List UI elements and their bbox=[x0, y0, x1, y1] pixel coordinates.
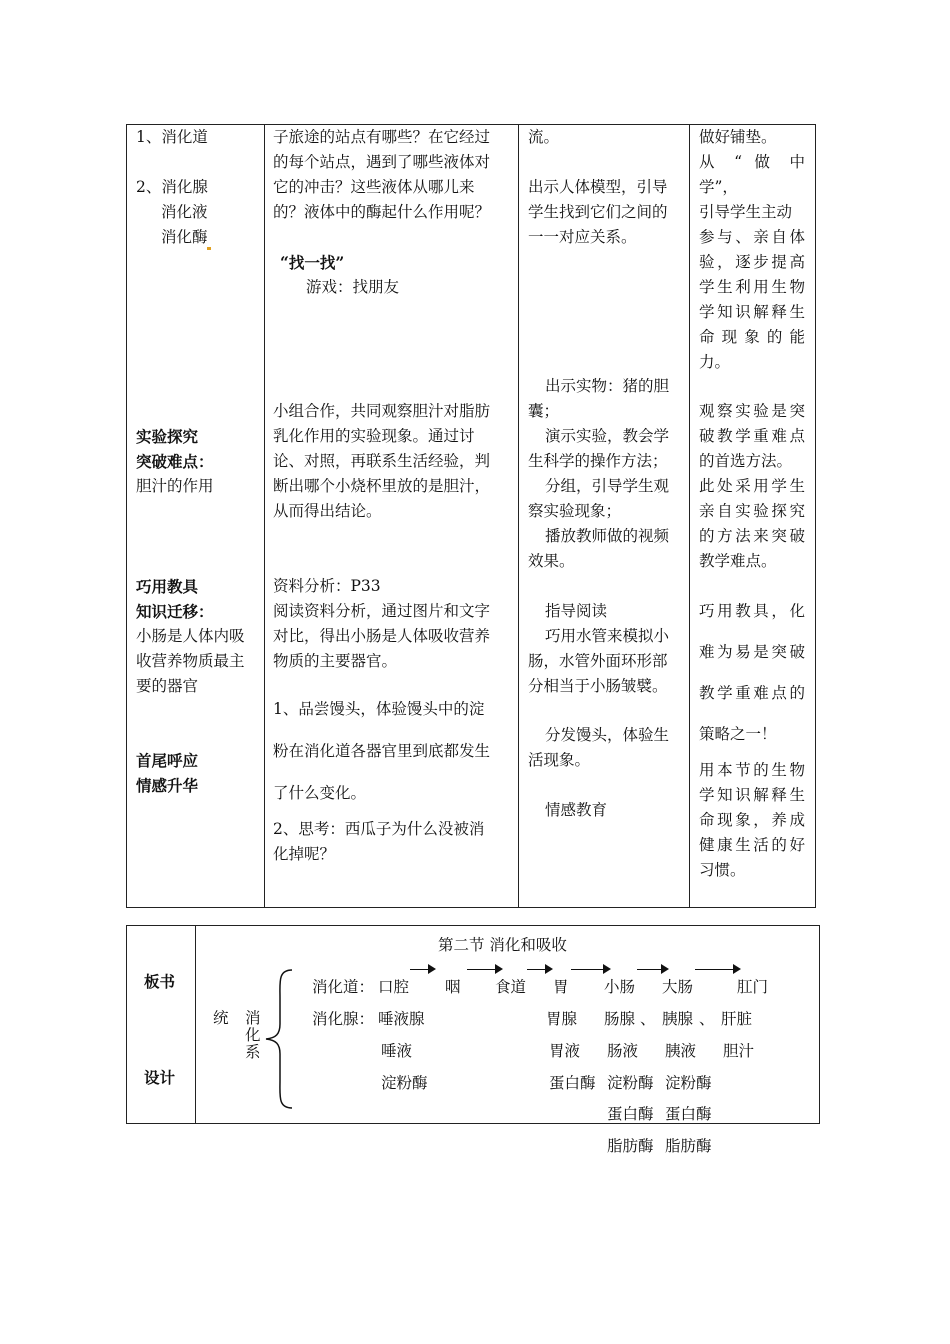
gland-separator: 、 bbox=[640, 1010, 656, 1028]
intent-2-line-4: 此处采用学生 bbox=[699, 477, 805, 495]
enzyme-protease-intestinal: 蛋白酶 bbox=[607, 1105, 654, 1123]
board-border-top bbox=[126, 925, 820, 926]
demo-line-1: 出示实物：猪的胆 bbox=[545, 377, 670, 395]
board-border-right bbox=[819, 925, 820, 1124]
intent-2-line-2: 破教学重难点 bbox=[699, 427, 805, 445]
enzyme-amylase-intestinal: 淀粉酶 bbox=[607, 1074, 654, 1092]
game-find-friends: 游戏：找朋友 bbox=[306, 278, 400, 296]
gland-label: 消化腺： bbox=[312, 1010, 375, 1028]
bile-function: 胆汁的作用 bbox=[136, 477, 214, 495]
intent-1-line-8: 学知识解释生 bbox=[699, 303, 805, 321]
topic-digestive-glands: 2、消化腺 bbox=[136, 178, 208, 196]
topic-digestive-juice: 消化液 bbox=[161, 203, 208, 221]
question-line-1: 子旅途的站点有哪些？在它经过 bbox=[273, 128, 491, 146]
model-line-3: 一一对应关系。 bbox=[528, 228, 637, 246]
intent-1-line-2: 从 “ 做 中 bbox=[699, 153, 805, 171]
group-work-line-1: 小组合作，共同观察胆汁对脂肪 bbox=[273, 402, 491, 420]
question-line-3: 它的冲击？这些液体从哪儿来 bbox=[273, 178, 475, 196]
arrow-icon bbox=[527, 969, 551, 970]
model-line-1: 出示人体模型，引导 bbox=[528, 178, 668, 196]
tract-esophagus: 食道 bbox=[495, 978, 527, 996]
arrow-icon bbox=[571, 969, 609, 970]
brace bbox=[262, 968, 296, 1110]
data-analysis-title: 资料分析：P33 bbox=[273, 577, 381, 595]
question-line-2: 的每个站点，遇到了哪些液体对 bbox=[273, 153, 491, 171]
emotion-education: 情感教育 bbox=[545, 801, 608, 819]
intent-3-line-3: 教学重难点的 bbox=[699, 684, 805, 702]
demo-line-5: 分组，引导学生观 bbox=[545, 477, 670, 495]
intent-4-line-1: 用本节的生物 bbox=[699, 761, 805, 779]
ending-echo-title: 首尾呼应 bbox=[136, 751, 199, 770]
data-analysis-line-3: 物质的主要器官。 bbox=[273, 652, 398, 670]
demo-line-8: 效果。 bbox=[528, 552, 575, 570]
gland-salivary: 唾液腺 bbox=[378, 1010, 425, 1028]
intent-2-line-6: 的方法来突破 bbox=[699, 527, 805, 545]
gland-separator: 、 bbox=[699, 1010, 715, 1028]
board-col-divider bbox=[195, 925, 196, 1124]
intent-1-line-3: 学”， bbox=[699, 178, 738, 196]
difficulty-title: 突破难点： bbox=[136, 452, 214, 471]
guide-line-1: 指导阅读 bbox=[545, 602, 608, 620]
small-intestine-text-1: 小肠是人体内吸 bbox=[136, 627, 245, 645]
topic-digestive-enzyme: 消化酶 bbox=[161, 225, 211, 250]
board-border-left bbox=[126, 925, 127, 1124]
tract-large-intestine: 大肠 bbox=[662, 978, 694, 996]
taste-line-3: 了什么变化。 bbox=[273, 784, 367, 802]
enzyme-protease-gastric: 蛋白酶 bbox=[549, 1074, 596, 1092]
intent-4-line-2: 学知识解释生 bbox=[699, 786, 805, 804]
enzyme-protease-pancreatic: 蛋白酶 bbox=[665, 1105, 712, 1123]
teacher-text-flow: 流。 bbox=[528, 128, 560, 146]
taste-line-2: 粉在消化道各器官里到底都发生 bbox=[273, 742, 491, 760]
table-col-divider bbox=[264, 124, 265, 908]
board-label-top: 板书 bbox=[144, 972, 176, 991]
intent-2-line-1: 观察实验是突 bbox=[699, 402, 805, 420]
demo-line-3: 演示实验，教会学 bbox=[545, 427, 670, 445]
gland-gastric: 胃腺 bbox=[546, 1010, 578, 1028]
table-col-divider bbox=[689, 124, 690, 908]
juice-bile: 胆汁 bbox=[723, 1042, 755, 1060]
intent-1-line-10: 力。 bbox=[699, 353, 731, 371]
table-border-right bbox=[815, 124, 816, 908]
intent-4-line-5: 习惯。 bbox=[699, 861, 746, 879]
data-analysis-line-2: 对比，得出小肠是人体吸收营养 bbox=[273, 627, 491, 645]
tract-mouth: 口腔 bbox=[378, 978, 410, 996]
juice-intestinal: 肠液 bbox=[607, 1042, 639, 1060]
steamed-bun-line-1: 分发馒头，体验生 bbox=[545, 726, 670, 744]
tract-label: 消化道： bbox=[312, 978, 375, 996]
demo-line-4: 生科学的操作方法； bbox=[528, 452, 668, 470]
system-char: 统 bbox=[213, 1009, 229, 1027]
table-col-divider bbox=[518, 124, 519, 908]
enzyme-lipase-intestinal: 脂肪酶 bbox=[607, 1137, 654, 1155]
demo-line-6: 察实验现象； bbox=[528, 502, 622, 520]
arrow-icon bbox=[637, 969, 667, 970]
teaching-aid-title: 巧用教具 bbox=[136, 577, 199, 596]
intent-1-line-4: 引导学生主动 bbox=[699, 203, 793, 221]
table-border-left bbox=[126, 124, 127, 908]
intent-1-line-5: 参与、亲自体 bbox=[699, 228, 805, 246]
guide-line-4: 分相当于小肠皱襞。 bbox=[528, 677, 668, 695]
knowledge-transfer-title: 知识迁移： bbox=[136, 602, 214, 621]
intent-4-line-3: 命现象，养成 bbox=[699, 811, 805, 829]
intent-4-line-4: 健康生活的好 bbox=[699, 836, 805, 854]
board-label-bottom: 设计 bbox=[144, 1068, 176, 1087]
board-border-bottom bbox=[126, 1123, 820, 1124]
table-border-bottom bbox=[126, 907, 816, 908]
intent-3-line-1: 巧用教具，化 bbox=[699, 602, 805, 620]
arrow-icon bbox=[467, 969, 501, 970]
small-intestine-text-3: 要的器官 bbox=[136, 677, 199, 695]
tract-anus: 肛门 bbox=[737, 978, 769, 996]
tract-pharynx: 咽 bbox=[445, 978, 461, 996]
intent-1-line-7: 学生利用生物 bbox=[699, 278, 805, 296]
enzyme-amylase-pancreatic: 淀粉酶 bbox=[665, 1074, 712, 1092]
group-work-line-4: 断出哪个小烧杯里放的是胆汁， bbox=[273, 477, 491, 495]
intent-2-line-5: 亲自实验探究 bbox=[699, 502, 805, 520]
find-title: “找一找” bbox=[280, 253, 345, 272]
juice-gastric: 胃液 bbox=[549, 1042, 581, 1060]
intent-2-line-3: 的首选方法。 bbox=[699, 452, 793, 470]
guide-line-3: 肠，水管外面环形部 bbox=[528, 652, 668, 670]
juice-saliva: 唾液 bbox=[381, 1042, 413, 1060]
system-char: 系 bbox=[245, 1043, 261, 1061]
system-char: 消 bbox=[245, 1009, 261, 1027]
intent-2-line-7: 教学难点。 bbox=[699, 552, 777, 570]
tract-stomach: 胃 bbox=[553, 978, 569, 996]
small-intestine-text-2: 收营养物质最主 bbox=[136, 652, 245, 670]
system-char: 化 bbox=[245, 1026, 261, 1044]
tract-small-intestine: 小肠 bbox=[604, 978, 636, 996]
intent-1-line-6: 验，逐步提高 bbox=[699, 253, 805, 271]
taste-line-1: 1、品尝馒头，体验馒头中的淀 bbox=[273, 700, 485, 718]
group-work-line-5: 从而得出结论。 bbox=[273, 502, 382, 520]
group-work-line-2: 乳化作用的实验现象。通过讨 bbox=[273, 427, 475, 445]
intent-3-line-2: 难为易是突破 bbox=[699, 643, 805, 661]
intent-1-line-1: 做好铺垫。 bbox=[699, 128, 777, 146]
gland-intestinal: 肠腺 bbox=[604, 1010, 636, 1028]
model-line-2: 学生找到它们之间的 bbox=[528, 203, 668, 221]
enzyme-lipase-pancreatic: 脂肪酶 bbox=[665, 1137, 712, 1155]
experiment-title: 实验探究 bbox=[136, 427, 199, 446]
data-analysis-line-1: 阅读资料分析，通过图片和文字 bbox=[273, 602, 491, 620]
demo-line-2: 囊； bbox=[528, 402, 560, 420]
intent-3-line-4: 策略之一！ bbox=[699, 725, 777, 743]
board-title: 第二节 消化和吸收 bbox=[438, 936, 567, 954]
group-work-line-3: 论、对照，再联系生活经验，判 bbox=[273, 452, 491, 470]
gland-liver: 肝脏 bbox=[721, 1010, 753, 1028]
steamed-bun-line-2: 活现象。 bbox=[528, 751, 591, 769]
guide-line-2: 巧用水管来模拟小 bbox=[545, 627, 670, 645]
topic-digestive-tract: 1、消化道 bbox=[136, 128, 208, 146]
arrow-icon bbox=[695, 969, 739, 970]
juice-pancreatic: 胰液 bbox=[665, 1042, 697, 1060]
gland-pancreas: 胰腺 bbox=[662, 1010, 694, 1028]
think-line-1: 2、思考：西瓜子为什么没被消 bbox=[273, 820, 485, 838]
enzyme-amylase-saliva: 淀粉酶 bbox=[381, 1074, 428, 1092]
intent-1-line-9: 命现象的能 bbox=[699, 328, 805, 346]
arrow-icon bbox=[410, 969, 434, 970]
demo-line-7: 播放教师做的视频 bbox=[545, 527, 670, 545]
question-line-4: 的？液体中的酶起什么作用呢？ bbox=[273, 203, 491, 221]
emotion-title: 情感升华 bbox=[136, 776, 199, 795]
think-line-2: 化掉呢？ bbox=[273, 845, 336, 863]
